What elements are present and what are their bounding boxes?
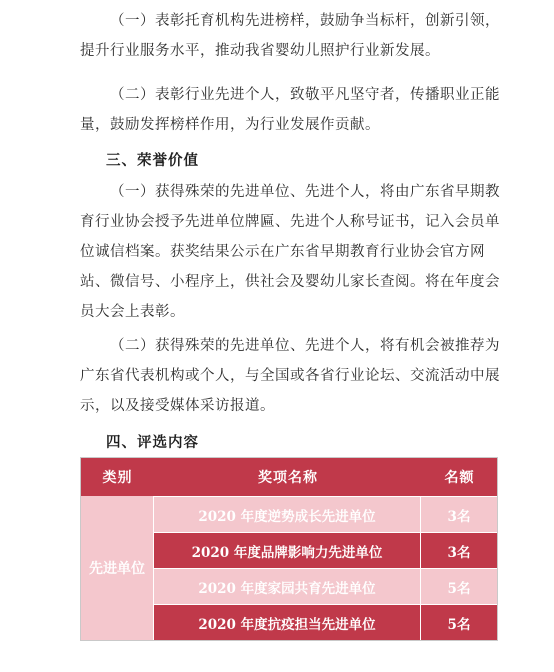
table-row bbox=[154, 568, 497, 604]
award-name-cell: 2020 年度抗疫担当先进单位 bbox=[154, 605, 421, 640]
header-category: 类别 bbox=[102, 470, 133, 486]
table-row bbox=[154, 496, 497, 532]
award-name-cell: 2020 年度品牌影响力先进单位 bbox=[154, 533, 421, 568]
section-heading-selection-content: 四、评选内容 bbox=[106, 434, 199, 451]
quota-cell: 3名 bbox=[447, 544, 471, 561]
table-row bbox=[154, 532, 497, 568]
award-name-cell: 2020 年度家园共育先进单位 bbox=[154, 569, 421, 604]
section-heading-honor-value: 三、荣誉价值 bbox=[106, 152, 199, 169]
paragraph-honor-plaque: （一）获得殊荣的先进单位、先进个人，将由广东省早期教育行业协会授予先进单位牌匾、先进个人称号证书，记入会员单位诚信档案。获奖结果公示在广东省早期教育行业协会官方网站、微信号、小程序上，供社会及婴幼儿家长查阅。将在年度会员大会上表彰。 bbox=[80, 184, 500, 320]
table-row bbox=[154, 604, 497, 640]
award-rows bbox=[154, 496, 497, 640]
paragraph-commend-individuals: （二）表彰行业先进个人，致敬平凡坚守者，传播职业正能量，鼓励发挥榜样作用，为行业发展作贡献。 bbox=[80, 87, 500, 133]
paragraph-commend-institutions: （一）表彰托育机构先进榜样，鼓励争当标杆，创新引领，提升行业服务水平，推动我省婴幼儿照护行业新发展。 bbox=[80, 13, 500, 59]
paragraph-honor-recommend: （二）获得殊荣的先进单位、先进个人，将有机会被推荐为广东省代表机构或个人，与全国或各省行业论坛、交流活动中展示，以及接受媒体采访报道。 bbox=[80, 338, 500, 414]
header-award-name: 奖项名称 bbox=[258, 470, 318, 486]
category-cell: 先进单位 bbox=[81, 496, 154, 640]
award-table bbox=[80, 457, 498, 641]
award-name-cell: 2020 年度逆势成长先进单位 bbox=[154, 497, 421, 532]
quota-cell: 5名 bbox=[447, 616, 471, 633]
quota-cell: 3名 bbox=[447, 508, 471, 525]
table-header-row bbox=[81, 458, 497, 496]
header-quota: 名额 bbox=[444, 470, 475, 486]
table-body bbox=[81, 496, 497, 640]
quota-cell: 5名 bbox=[447, 580, 471, 597]
